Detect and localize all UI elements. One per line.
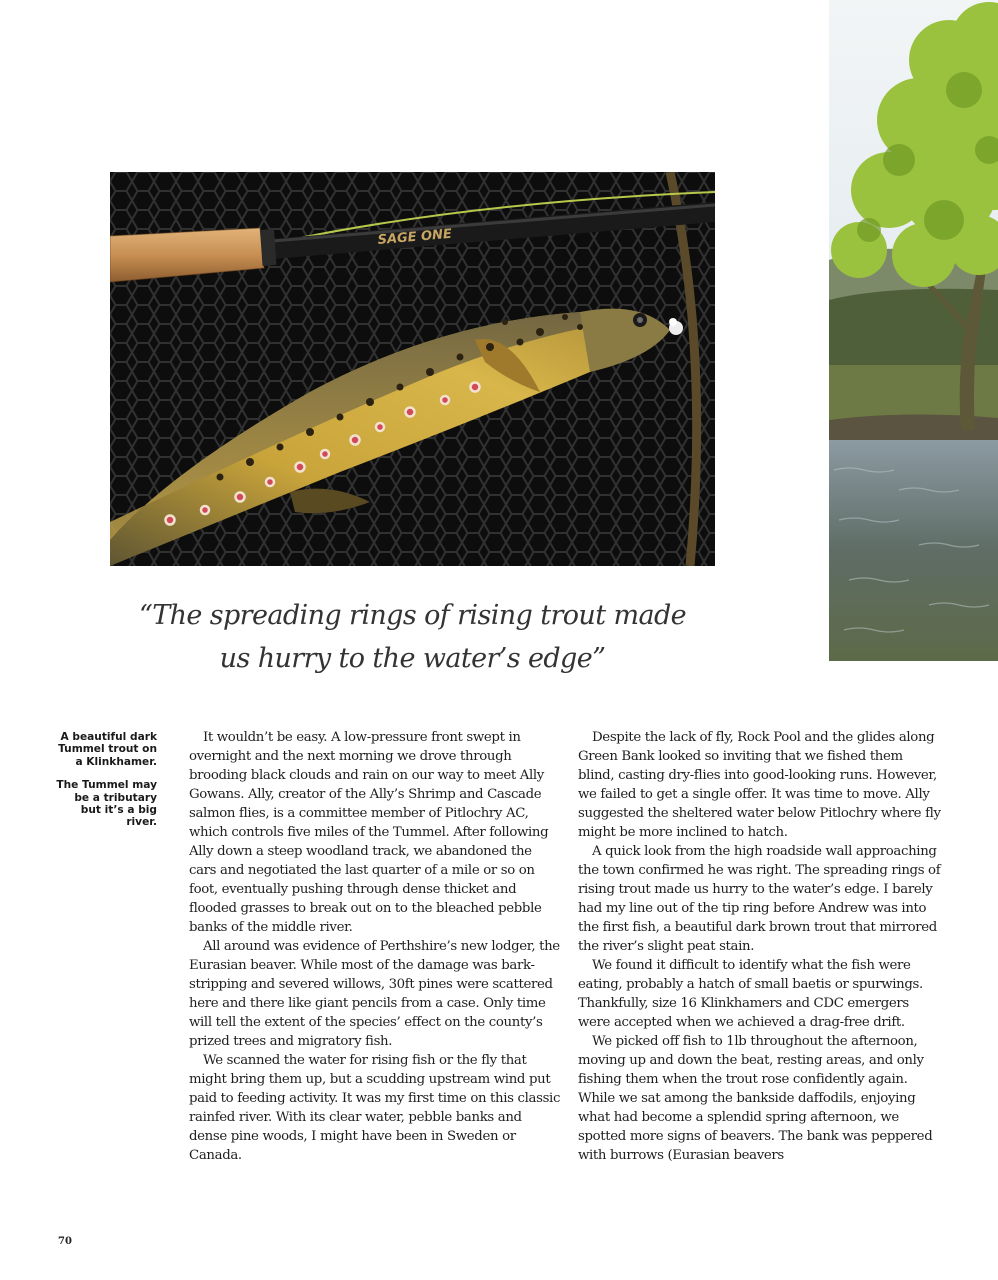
- photo-caption: [52, 731, 157, 840]
- pull-quote: [110, 594, 715, 680]
- caption-first: A beautiful dark Tummel trout on a Klinkhamer.: [58, 731, 157, 768]
- paragraph: We found it difficult to identify what the fish were eating, probably a hatch of small baetis or spurwings. Thankfully, size 16 Klinkhamers and CDC emergers were accepted when we achieved a drag-free drift.: [578, 958, 923, 1030]
- paragraph: A quick look from the high roadside wall approaching the town confirmed he was right. The spreading rings of rising trout made us hurry to the water’s edge. I barely had my line out of the tip ring before Andrew was into the first fish, a beautiful dark brown trout that mirrored the river’s slight peat stain.: [578, 844, 941, 954]
- rod-brand-label: SAGE ONE: [377, 226, 453, 248]
- paragraph: We picked off fish to 1lb throughout the afternoon, moving up and down the beat, resting areas, and only fishing them when the trout rose confidently again. While we sat among the bankside daffodils, enjoying what had become a splendid spring afternoon, we spotted more signs of beavers. The bank was peppered with burrows (Eurasian beavers: [578, 1034, 933, 1163]
- river-photo: [829, 0, 998, 661]
- article-column-1: [189, 728, 561, 1165]
- trout-in-net-illustration: [110, 172, 715, 566]
- paragraph: We scanned the water for rising fish or the fly that might bring them up, but a scudding upstream wind put paid to feeding activity. It was my first time on this classic rainfed river. With its clear water, pebble banks and dense pine woods, I might have been in Sweden or Canada.: [189, 1053, 561, 1163]
- page-number: 70: [58, 1236, 72, 1247]
- trout-photo: [110, 172, 715, 566]
- caption-second: The Tummel may be a tributary but it’s a big river.: [56, 779, 157, 829]
- article-column-2: [578, 728, 942, 1165]
- pull-quote-line-1: “The spreading rings of rising trout made: [138, 600, 687, 631]
- paragraph: It wouldn’t be easy. A low-pressure front swept in overnight and the next morning we drove through brooding black clouds and rain on our way to meet Ally Gowans. Ally, creator of the Ally’s Shrimp and Cascade salmon flies, is a committee member of Pitlochry AC, which controls five miles of the Tummel. After following Ally down a steep woodland track, we abandoned the cars and negotiated the last quarter of a mile or so on foot, eventually pushing through dense thicket and flooded grasses to break out on to the bleached pebble banks of the middle river.: [189, 730, 549, 935]
- pull-quote-line-2: us hurry to the water’s edge”: [219, 643, 606, 674]
- paragraph: All around was evidence of Perthshire’s new lodger, the Eurasian beaver. While most of the damage was bark-stripping and severed willows, 30ft pines were scattered here and there like giant pencils from a case. Only time will tell the extent of the species’ effect on the county’s prized trees and migratory fish.: [189, 939, 560, 1049]
- river-with-tree-illustration: [829, 0, 998, 661]
- paragraph: Despite the lack of fly, Rock Pool and the glides along Green Bank looked so inviting that we fished them blind, casting dry-flies into good-looking runs. However, we failed to get a single offer. It was time to move. Ally suggested the sheltered water below Pitlochry where fly might be more inclined to hatch.: [578, 730, 941, 840]
